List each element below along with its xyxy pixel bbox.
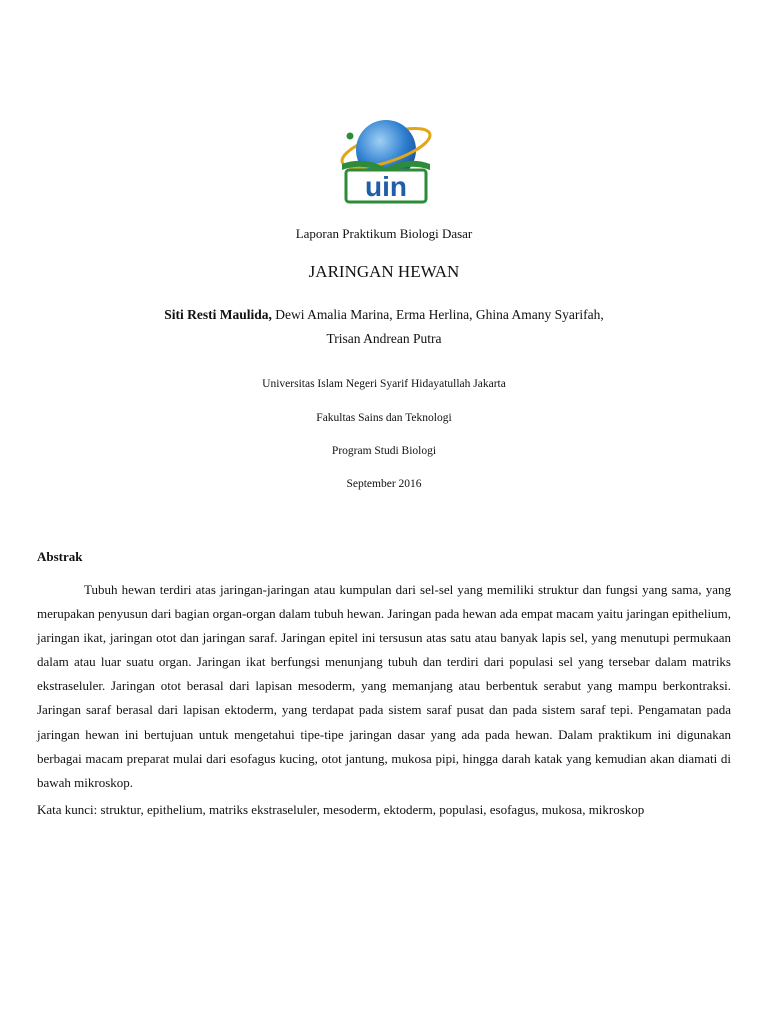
lead-author: Siti Resti Maulida,	[164, 307, 272, 322]
program-name: Program Studi Biologi	[331, 445, 437, 457]
report-title: JARINGAN HEWAN	[308, 262, 460, 281]
course-title: Laporan Praktikum Biologi Dasar	[295, 226, 473, 241]
uin-logo	[334, 112, 438, 208]
report-date: September 2016	[346, 478, 422, 490]
author-line-2: Trisan Andrean Putra	[326, 331, 442, 346]
author-list	[0, 303, 768, 351]
abstract-heading: Abstrak	[37, 549, 83, 564]
keywords: Kata kunci: struktur, epithelium, matriks ekstraseluler, mesoderm, ektoderm, populasi, esofagus, mukosa, mikroskop	[37, 802, 645, 817]
university-name: Universitas Islam Negeri Syarif Hidayatullah Jakarta	[262, 378, 506, 390]
abstract-body: Tubuh hewan terdiri atas jaringan-jaringan atau kumpulan dari sel-sel yang memiliki struktur dan fungsi yang sama, yang merupakan penyusun dari bagian organ-organ dalam tubuh hewan. Jaringan pada hewan ada empat macam yaitu jaringan epithelium, jaringan ikat, jaringan otot dan jaringan saraf. Jaringan epitel ini tersusun atas satu atau banyak lapis sel, yang menutupi permukaan dalam atau luar suatu organ. Jaringan ikat berfungsi menunjang tubuh dan terdiri dari populasi sel yang tersebar dalam matriks ekstraseluler. Jaringan otot berasal dari lapisan mesoderm, yang memanjang atau berbentuk serabut yang mampu berkontraksi. Jaringan saraf berasal dari lapisan ektoderm, yang terdapat pada sistem saraf pusat dan pada sistem saraf tepi. Pengamatan pada jaringan hewan ini bertujuan untuk mengetahui tipe-tipe jaringan dasar yang ada pada hewan. Dalam praktikum ini digunakan berbagai macam preparat mulai dari esofagus kucing, otot jantung, mukosa pipi, hingga darah katak yang kemudian akan diamati di bawah mikroskop.	[37, 582, 731, 790]
logo-text: uin	[365, 171, 407, 202]
author-line-1	[0, 303, 768, 327]
co-authors: Dewi Amalia Marina, Erma Herlina, Ghina Amany Syarifah,	[271, 307, 604, 322]
faculty-name: Fakultas Sains dan Teknologi	[316, 412, 452, 424]
